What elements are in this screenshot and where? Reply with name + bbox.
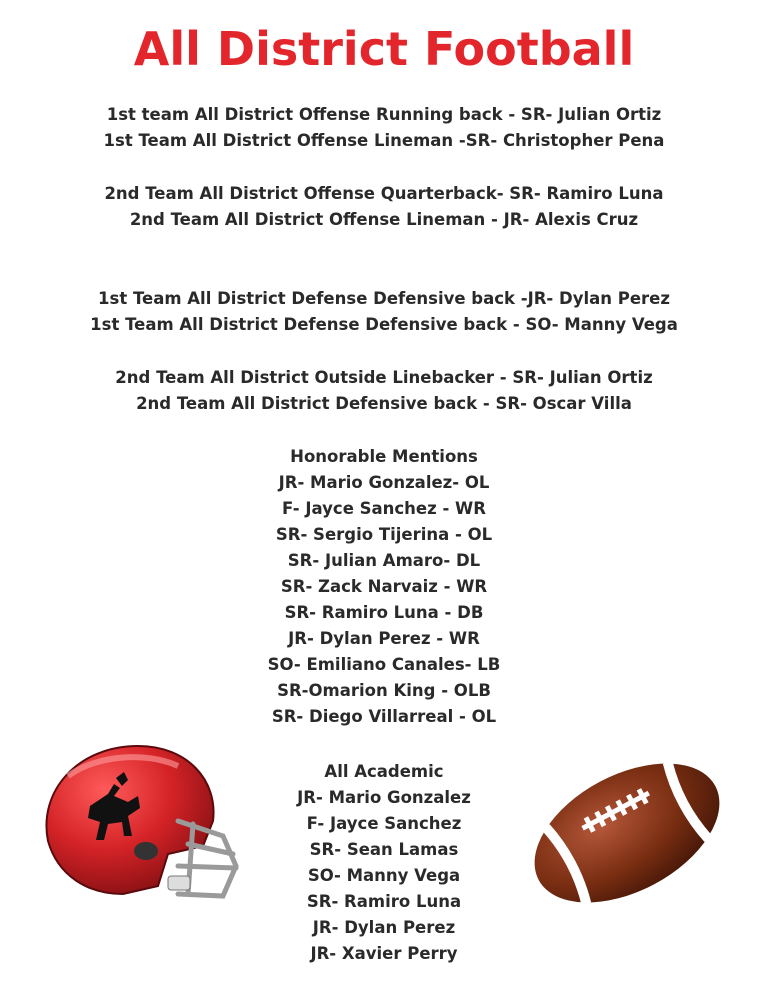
list-item: F- Jayce Sanchez - WR <box>282 499 486 518</box>
list-item: SR- Sergio Tijerina - OL <box>275 525 493 544</box>
list-item: SR- Diego Villarreal - OL <box>271 707 497 726</box>
award-line: 2nd Team All District Defensive back - SR- Oscar Villa <box>136 394 632 413</box>
football-icon <box>520 748 735 918</box>
list-item: SO- Emiliano Canales- LB <box>267 655 501 674</box>
award-line: 1st Team All District Defense Defensive back - SO- Manny Vega <box>90 315 678 334</box>
list-item: SR- Julian Amaro- DL <box>287 551 481 570</box>
all-academic-heading: All Academic <box>324 762 444 781</box>
list-item: F- Jayce Sanchez <box>306 814 462 833</box>
list-item: SR- Ramiro Luna <box>306 892 462 911</box>
list-item: JR- Dylan Perez - WR <box>288 629 480 648</box>
list-item: JR- Mario Gonzalez- OL <box>278 473 490 492</box>
list-item: SR-Omarion King - OLB <box>277 681 491 700</box>
list-item: JR- Dylan Perez <box>312 918 456 937</box>
list-item: JR- Xavier Perry <box>310 944 458 963</box>
list-item: SR- Zack Narvaiz - WR <box>280 577 488 596</box>
award-line: 2nd Team All District Offense Lineman - JR- Alexis Cruz <box>129 210 639 229</box>
award-line: 2nd Team All District Offense Quarterback- SR- Ramiro Luna <box>104 184 664 203</box>
award-line: 1st team All District Offense Running back - SR- Julian Ortiz <box>106 105 662 124</box>
list-item: SR- Sean Lamas <box>309 840 459 859</box>
football-helmet-icon <box>28 736 248 906</box>
award-line: 1st Team All District Offense Lineman -SR- Christopher Pena <box>103 131 665 150</box>
honorable-mentions-section <box>0 444 768 730</box>
award-line: 1st Team All District Defense Defensive back -JR- Dylan Perez <box>98 289 670 308</box>
award-line: 2nd Team All District Outside Linebacker - SR- Julian Ortiz <box>115 368 653 387</box>
list-item: SR- Ramiro Luna - DB <box>284 603 484 622</box>
defense-second-team <box>0 365 768 417</box>
list-item: SO- Manny Vega <box>307 866 461 885</box>
offense-second-team <box>0 181 768 233</box>
list-item: JR- Mario Gonzalez <box>297 788 471 807</box>
defense-first-team <box>0 286 768 338</box>
page-title: All District Football <box>133 22 635 76</box>
offense-first-team <box>0 102 768 154</box>
honorable-mentions-heading: Honorable Mentions <box>290 447 478 466</box>
